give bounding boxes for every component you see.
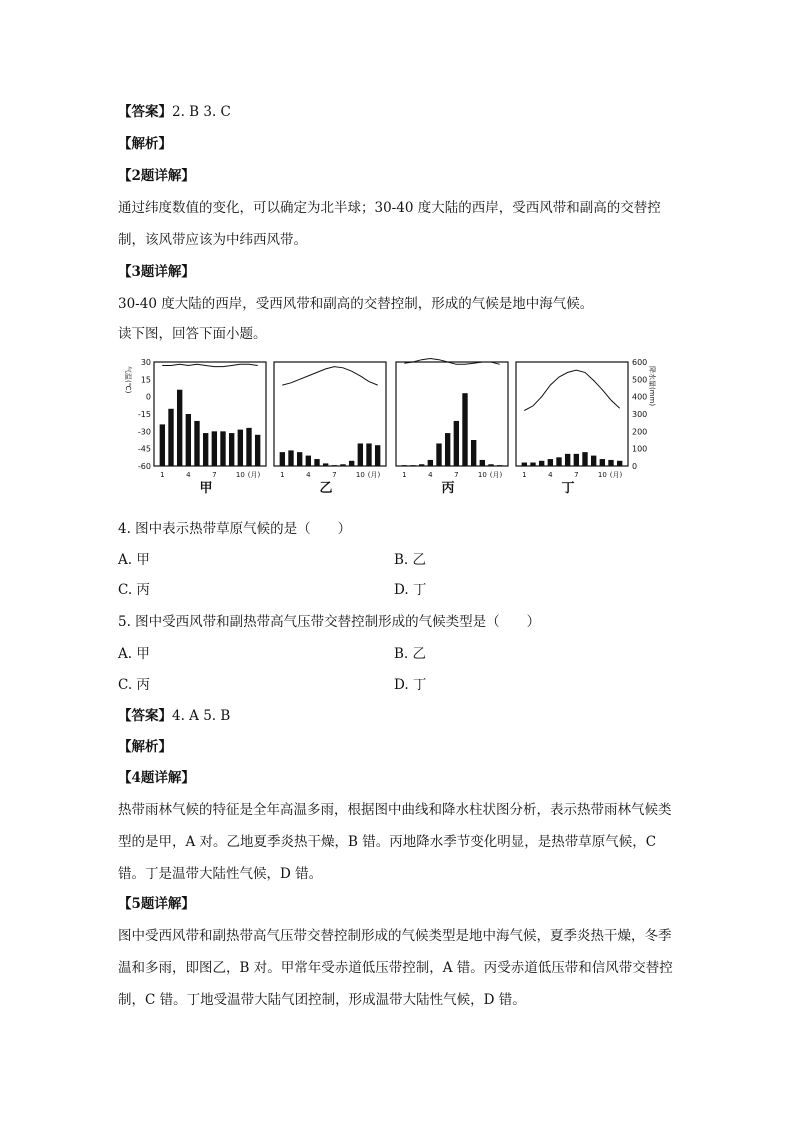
temperature-line bbox=[404, 359, 499, 365]
x-tick-label: 7 bbox=[454, 471, 459, 479]
panel-frame bbox=[396, 362, 508, 466]
precipitation-bar bbox=[203, 433, 208, 466]
answer-text: 2. B 3. C bbox=[172, 104, 231, 120]
detail-5-text: 图中受西风带和副热带高气压带交替控制形成的气候类型是地中海气候，夏季炎热干燥，冬季温和多雨，即图乙，B 对。甲常年受赤道低压带控制，A 错。丙受赤道低压带和信风带交替控制，C 错。丁地受温带大陆气团控制，形成温带大陆性气候，D 错。 bbox=[118, 928, 673, 1008]
precipitation-bar bbox=[288, 450, 293, 466]
detail-2-line-2: 制，该风带应该为中纬西风带。 bbox=[118, 232, 307, 248]
precipitation-bar bbox=[436, 443, 441, 466]
precipitation-bar bbox=[358, 443, 363, 466]
left-axis-tick: 30 bbox=[140, 358, 151, 367]
question-4-option-b: B. 乙 bbox=[394, 552, 427, 568]
x-tick-label: 1 bbox=[522, 471, 527, 479]
precipitation-bar bbox=[229, 433, 234, 466]
precipitation-bar bbox=[297, 452, 302, 466]
x-tick-label: 10 bbox=[235, 471, 245, 479]
precipitation-bar bbox=[220, 431, 225, 466]
x-tick-label: 7 bbox=[212, 471, 217, 479]
answer-line-1 bbox=[118, 102, 231, 122]
temperature-line bbox=[282, 367, 377, 386]
detail-2-line-1: 通过纬度数值的变化，可以确定为北半球；30-40 度大陆的西岸，受西风带和副高的交替控 bbox=[118, 200, 661, 216]
left-axis-tick: -60 bbox=[137, 462, 151, 471]
figure-intro: 读下图，回答下面小题。 bbox=[118, 326, 267, 342]
precipitation-bar bbox=[349, 461, 354, 466]
detail-heading-4: 【4题详解】 bbox=[118, 770, 195, 786]
question-5-option-a: A. 甲 bbox=[118, 646, 150, 662]
precipitation-bar bbox=[608, 460, 613, 466]
precipitation-bar bbox=[402, 465, 407, 466]
x-unit-label: (月) bbox=[489, 471, 503, 479]
precipitation-bar bbox=[194, 421, 199, 466]
x-tick-label: 1 bbox=[280, 471, 285, 479]
question-5-stem: 5. 图中受西风带和副热带高气压带交替控制形成的气候类型是（ ） bbox=[118, 614, 541, 630]
right-axis-tick: 200 bbox=[632, 427, 648, 437]
x-tick-label: 1 bbox=[402, 471, 407, 479]
x-unit-label: (月) bbox=[609, 471, 623, 479]
precipitation-bar bbox=[375, 445, 380, 466]
precipitation-bar bbox=[454, 421, 459, 466]
precipitation-bar bbox=[497, 465, 502, 466]
left-axis-tick: -30 bbox=[137, 427, 151, 437]
x-tick-label: 10 bbox=[477, 471, 487, 479]
precipitation-bar bbox=[160, 424, 165, 466]
answer-prefix: 【答案】 bbox=[118, 708, 172, 724]
panel-name: 丙 bbox=[441, 481, 455, 496]
left-axis-tick: -45 bbox=[137, 444, 151, 454]
precipitation-bar bbox=[314, 459, 319, 466]
precipitation-bar bbox=[168, 409, 173, 466]
precipitation-bar bbox=[306, 456, 311, 466]
precipitation-bar bbox=[212, 431, 217, 466]
x-tick-label: 10 bbox=[355, 471, 365, 479]
right-axis-tick: 600 bbox=[632, 358, 648, 367]
question-5-option-d: D. 丁 bbox=[394, 677, 427, 693]
x-tick-label: 4 bbox=[428, 471, 433, 479]
precipitation-bar bbox=[462, 393, 467, 466]
precipitation-bar bbox=[471, 440, 476, 466]
x-tick-label: 4 bbox=[548, 471, 553, 479]
precipitation-bar bbox=[600, 459, 605, 466]
question-4-stem: 4. 图中表示热带草原气候的是（ ） bbox=[118, 521, 352, 537]
panel-name: 甲 bbox=[199, 481, 213, 496]
precipitation-bar bbox=[445, 433, 450, 466]
question-4-option-c: C. 丙 bbox=[118, 582, 150, 598]
answer-prefix: 【答案】 bbox=[118, 104, 172, 120]
question-4-option-a: A. 甲 bbox=[118, 552, 150, 568]
detail-heading-3: 【3题详解】 bbox=[118, 264, 195, 280]
precipitation-bar bbox=[617, 461, 622, 466]
right-axis-tick: 300 bbox=[632, 410, 648, 419]
precipitation-bar bbox=[480, 460, 485, 466]
right-axis-tick: 400 bbox=[632, 392, 648, 402]
detail-heading-2: 【2题详解】 bbox=[118, 168, 195, 184]
precipitation-bar bbox=[574, 454, 579, 466]
x-tick-label: 4 bbox=[306, 471, 311, 479]
precipitation-bar bbox=[332, 465, 337, 466]
climate-chart bbox=[118, 352, 658, 500]
answer-text: 4. A 5. B bbox=[172, 708, 231, 724]
right-axis-tick: 500 bbox=[632, 375, 648, 385]
precipitation-bar bbox=[419, 464, 424, 466]
right-axis-tick: 0 bbox=[632, 462, 638, 471]
x-tick-label: 10 bbox=[597, 471, 607, 479]
question-5-option-b: B. 乙 bbox=[394, 646, 427, 662]
x-unit-label: (月) bbox=[247, 471, 261, 479]
analysis-heading-2: 【解析】 bbox=[118, 739, 172, 755]
precipitation-bar bbox=[539, 461, 544, 466]
question-5-option-c: C. 丙 bbox=[118, 677, 150, 693]
x-tick-label: 4 bbox=[186, 471, 191, 479]
x-tick-label: 7 bbox=[332, 471, 337, 479]
panel-name: 乙 bbox=[319, 481, 333, 496]
detail-heading-5: 【5题详解】 bbox=[118, 896, 195, 912]
temperature-line bbox=[162, 364, 257, 366]
detail-3-line-1: 30-40 度大陆的西岸，受西风带和副高的交替控制，形成的气候是地中海气候。 bbox=[118, 296, 594, 312]
precipitation-bar bbox=[522, 463, 527, 466]
x-tick-label: 1 bbox=[160, 471, 165, 479]
precipitation-bar bbox=[556, 457, 561, 466]
left-axis-tick: 0 bbox=[145, 392, 151, 402]
precipitation-bar bbox=[246, 428, 251, 466]
panel-frame bbox=[516, 362, 628, 466]
answer-line-2 bbox=[118, 706, 230, 726]
precipitation-bar bbox=[488, 464, 493, 466]
precipitation-bar bbox=[340, 464, 345, 466]
precipitation-bar bbox=[255, 435, 260, 466]
precipitation-bar bbox=[530, 463, 535, 466]
left-axis-tick: -15 bbox=[137, 410, 151, 419]
precipitation-bar bbox=[366, 443, 371, 466]
question-4-option-d: D. 丁 bbox=[394, 582, 427, 598]
detail-4-text: 热带雨林气候的特征是全年高温多雨，根据图中曲线和降水柱状图分析，表示热带雨林气候类型的是甲，A 对。乙地夏季炎热干燥，B 错。丙地降水季节变化明显，是热带草原气候，C 错。丁是温带大陆性气候，D 错。 bbox=[118, 802, 672, 882]
x-unit-label: (月) bbox=[367, 471, 381, 479]
right-axis-label: 降水量(mm) bbox=[648, 366, 656, 407]
precipitation-bar bbox=[591, 456, 596, 466]
precipitation-bar bbox=[186, 414, 191, 466]
panel-name: 丁 bbox=[561, 481, 575, 496]
precipitation-bar bbox=[548, 459, 553, 466]
left-axis-label: 气温(℃) bbox=[124, 366, 132, 394]
x-tick-label: 7 bbox=[574, 471, 579, 479]
precipitation-bar bbox=[177, 390, 182, 466]
precipitation-bar bbox=[565, 454, 570, 466]
precipitation-bar bbox=[582, 452, 587, 466]
left-axis-tick: 15 bbox=[140, 375, 151, 385]
precipitation-bar bbox=[410, 465, 415, 466]
precipitation-bar bbox=[280, 452, 285, 466]
precipitation-bar bbox=[428, 460, 433, 466]
precipitation-bar bbox=[323, 463, 328, 466]
precipitation-bar bbox=[238, 430, 243, 466]
right-axis-tick: 100 bbox=[632, 444, 648, 454]
temperature-line bbox=[524, 370, 619, 410]
analysis-heading-1: 【解析】 bbox=[118, 136, 172, 152]
